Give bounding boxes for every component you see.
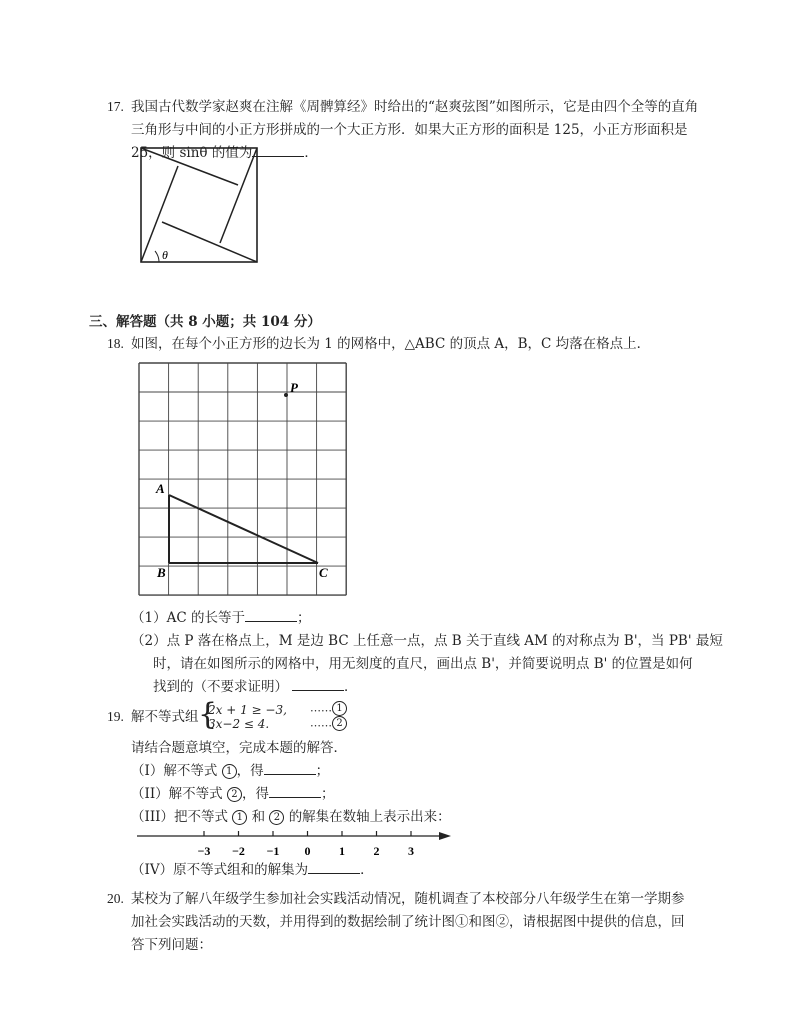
answer-blank[interactable]: [292, 676, 344, 691]
q19-step2-text: （II）解不等式: [131, 786, 223, 802]
grid-figure: [135, 361, 350, 603]
axis-tick-label: −3: [197, 844, 211, 858]
q19-step1: [131, 760, 329, 782]
q18-part2-line3-text: 找到的（不要求证明）: [153, 679, 288, 695]
q17-line2: 三角形与中间的小正方形拼成的一个大正方形．如果大正方形的面积是 125，小正方形面积是: [131, 122, 688, 138]
answer-blank[interactable]: [245, 607, 297, 622]
q19-step1-mid: ，得: [236, 763, 264, 779]
point-p: [284, 393, 288, 397]
q19-intro: 解不等式组: [131, 709, 199, 725]
q18-intro: 如图，在每个小正方形的边长为 1 的网格中，△ABC 的顶点 A，B，C 均落在格点上．: [131, 336, 651, 352]
q19-step4: [131, 859, 374, 881]
axis-ticks: [198, 831, 414, 858]
q18-part2-line1: （2）点 P 落在格点上，M 是边 BC 上任意一点，点 B 关于直线 AM 的对称点为 B'，当 PB' 最短: [131, 633, 723, 649]
circled-2: 2: [269, 810, 284, 825]
q18-number: 18.: [107, 336, 124, 351]
q19-instruction: 请结合题意填空，完成本题的解答．: [131, 740, 347, 756]
q19-step3-end: 的解集在数轴上表示出来：: [288, 809, 451, 825]
label-p: P: [290, 380, 298, 395]
circled-1: 1: [222, 764, 237, 779]
triangle-edge-left: [141, 166, 178, 262]
q19-step2: [131, 783, 334, 805]
circled-1: 1: [232, 810, 247, 825]
q18-part2-line3: [153, 676, 358, 698]
dots: ……: [310, 701, 332, 715]
triangle-edge-top: [141, 148, 238, 185]
triangle-edge-right: [220, 148, 257, 243]
q19-step4-text: （IV）原不等式组和的解集为: [131, 862, 309, 878]
system-brace: {: [198, 697, 218, 732]
axis-tick-label: 2: [373, 844, 380, 858]
q18-part2-line2: 时，请在如图所示的网格中，用无刻度的直尺，画出点 B'，并简要说明点 B' 的位置是如何: [153, 656, 693, 672]
axis-arrow: [439, 832, 451, 840]
dots: ……: [310, 716, 332, 730]
segment-ac: [169, 495, 318, 563]
q18-part1: [131, 607, 310, 629]
q18-part1-text: （1）AC 的长等于: [131, 610, 245, 626]
q20-line1: 某校为了解八年级学生参加社会实践活动情况，随机调查了本校部分八年级学生在第一学期参: [131, 891, 685, 907]
q19-step1-text: （I）解不等式: [131, 763, 218, 779]
zhao-shuang-figure: [137, 144, 261, 266]
q17-number: 17.: [107, 99, 124, 114]
label-c: C: [319, 565, 328, 580]
label-a: A: [156, 481, 165, 496]
axis-tick-label: −1: [266, 844, 280, 858]
q19-step2-mid: ，得: [241, 786, 269, 802]
triangle-edge-bottom: [162, 222, 257, 262]
answer-blank[interactable]: [269, 783, 321, 798]
section-title: 三、解答题（共 8 小题；共 104 分）: [89, 314, 321, 330]
q20-line2: 加社会实践活动的天数，并用得到的数据绘制了统计图①和图②，请根据图中提供的信息，回: [131, 914, 685, 930]
circled-2: 2: [332, 716, 347, 731]
theta-arc: [155, 251, 159, 262]
axis-tick-label: 3: [408, 844, 414, 858]
q19-step4-end: ．: [360, 862, 374, 878]
label-b: B: [157, 565, 166, 580]
grid-lines: [139, 363, 346, 595]
q19-step1-end: ；: [315, 763, 330, 779]
q19-step3-and: 和: [251, 809, 266, 825]
circled-1: 1: [332, 701, 347, 716]
answer-blank[interactable]: [264, 760, 316, 775]
q17-line3-end: ．: [304, 145, 318, 161]
q17-line3-text: 25，则 sinθ 的值为: [131, 145, 253, 161]
q19-step3: [131, 806, 451, 828]
q20-number: 20.: [107, 891, 124, 906]
theta-label: θ: [162, 248, 168, 262]
q18-part1-end: ；: [296, 610, 311, 626]
axis-tick-label: 1: [339, 844, 345, 858]
inequality-2: 3x−2 ≤ 4.: [208, 717, 270, 731]
circled-2: 2: [227, 787, 242, 802]
q19-number: 19.: [107, 709, 124, 724]
ineq1-mark: [310, 701, 347, 716]
axis-tick-label: 0: [304, 844, 311, 858]
answer-blank[interactable]: [308, 859, 360, 874]
q20-line3: 答下列问题：: [131, 937, 212, 953]
axis-tick-label: −2: [232, 844, 245, 858]
q19-step3-text: （III）把不等式: [131, 809, 228, 825]
inequality-1: 2x + 1 ≥ −3,: [208, 703, 287, 717]
q18-part2-end: ．: [344, 679, 358, 695]
ineq2-mark: [310, 716, 347, 731]
q17-line1: 我国古代数学家赵爽在注解《周髀算经》时给出的“赵爽弦图”如图所示，它是由四个全等的直角: [131, 99, 699, 115]
q19-step2-end: ；: [320, 786, 335, 802]
outer-square: [141, 148, 257, 262]
number-line: [133, 828, 455, 862]
